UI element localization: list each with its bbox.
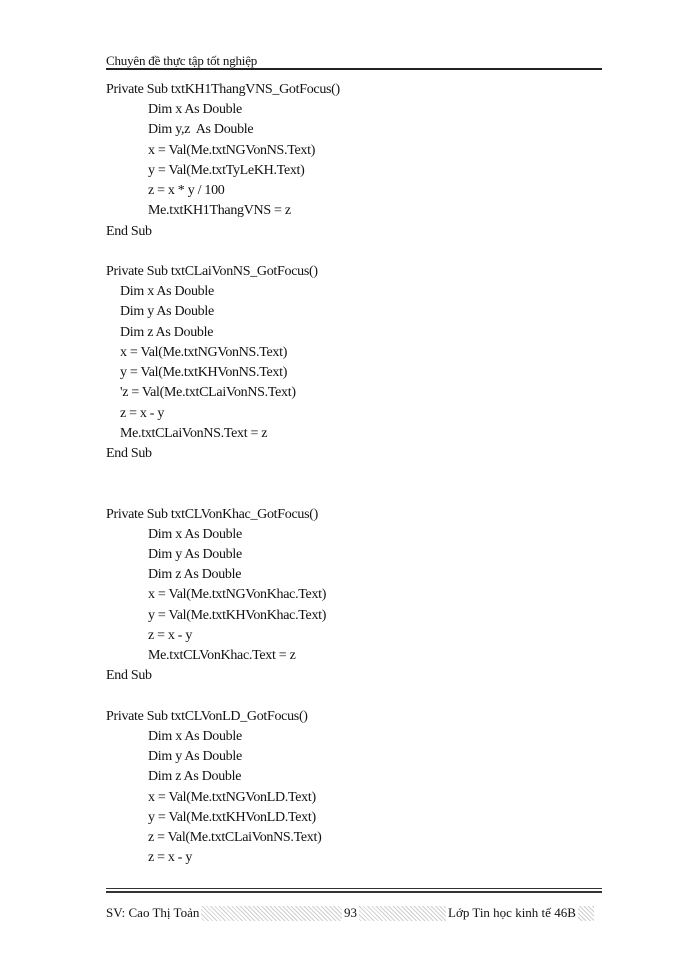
code-line: y = Val(Me.txtKHVonLD.Text) xyxy=(148,809,316,825)
footer-rule-thick xyxy=(106,891,602,893)
code-line: z = Val(Me.txtCLaiVonNS.Text) xyxy=(148,830,322,846)
code-line: Dim y As Double xyxy=(148,547,242,563)
code-line: Me.txtCLaiVonNS.Text = z xyxy=(120,425,268,441)
end-sub-line: End Sub xyxy=(106,668,152,684)
code-line: y = Val(Me.txtKHVonKhac.Text) xyxy=(148,607,327,623)
code-line: x = Val(Me.txtNGVonNS.Text) xyxy=(120,344,288,360)
code-line: z = x - y xyxy=(148,850,193,866)
footer-class-name: Lớp Tin học kinh tế 46B xyxy=(448,905,576,920)
page-header-title: Chuyên đề thực tập tốt nghiệp xyxy=(106,53,258,68)
code-line: Dim x As Double xyxy=(148,526,242,542)
footer-student-name: SV: Cao Thị Toản xyxy=(106,905,200,920)
end-sub-line: End Sub xyxy=(106,223,152,239)
code-line: Dim x As Double xyxy=(148,729,242,744)
code-line: Dim y As Double xyxy=(148,749,242,765)
code-line: Dim z As Double xyxy=(148,769,242,785)
header-rule xyxy=(106,68,602,70)
blank-line xyxy=(106,242,602,262)
footer-rule xyxy=(106,888,602,889)
code-line: z = x * y / 100 xyxy=(148,183,225,199)
code-line: Dim x As Double xyxy=(120,284,214,300)
code-line: z = x - y xyxy=(148,627,193,643)
sub-declaration-line: Private Sub txtCLVonKhac_GotFocus() xyxy=(106,506,318,522)
code-listing xyxy=(106,80,602,869)
code-line: y = Val(Me.txtKHVonNS.Text) xyxy=(120,365,288,381)
code-line: Dim z As Double xyxy=(120,324,214,340)
sub-declaration-line: Private Sub txtCLaiVonNS_GotFocus() xyxy=(106,263,318,279)
blank-line xyxy=(106,464,602,484)
code-line: Dim y,z As Double xyxy=(148,122,254,138)
code-line: x = Val(Me.txtNGVonKhac.Text) xyxy=(148,587,327,603)
code-line: x = Val(Me.txtNGVonNS.Text) xyxy=(148,142,316,158)
code-line: Dim x As Double xyxy=(148,102,242,118)
code-line: Dim z As Double xyxy=(148,567,242,583)
code-line: z = x - y xyxy=(120,405,165,421)
code-line: Me.txtCLVonKhac.Text = z xyxy=(148,648,296,664)
end-sub-line: End Sub xyxy=(106,445,152,461)
sub-declaration-line: Private Sub txtCLVonLD_GotFocus() xyxy=(106,708,308,724)
code-line: y = Val(Me.txtTyLeKH.Text) xyxy=(148,162,305,178)
footer-page-number: 93 xyxy=(344,905,357,920)
blank-line xyxy=(106,687,602,707)
blank-line xyxy=(106,484,602,504)
code-line: Dim y As Double xyxy=(120,304,214,320)
code-line: x = Val(Me.txtNGVonLD.Text) xyxy=(148,789,316,805)
code-line: Me.txtKH1ThangVNS = z xyxy=(148,203,291,219)
code-line: 'z = Val(Me.txtCLaiVonNS.Text) xyxy=(120,385,296,401)
sub-declaration-line: Private Sub txtKH1ThangVNS_GotFocus() xyxy=(106,82,340,97)
